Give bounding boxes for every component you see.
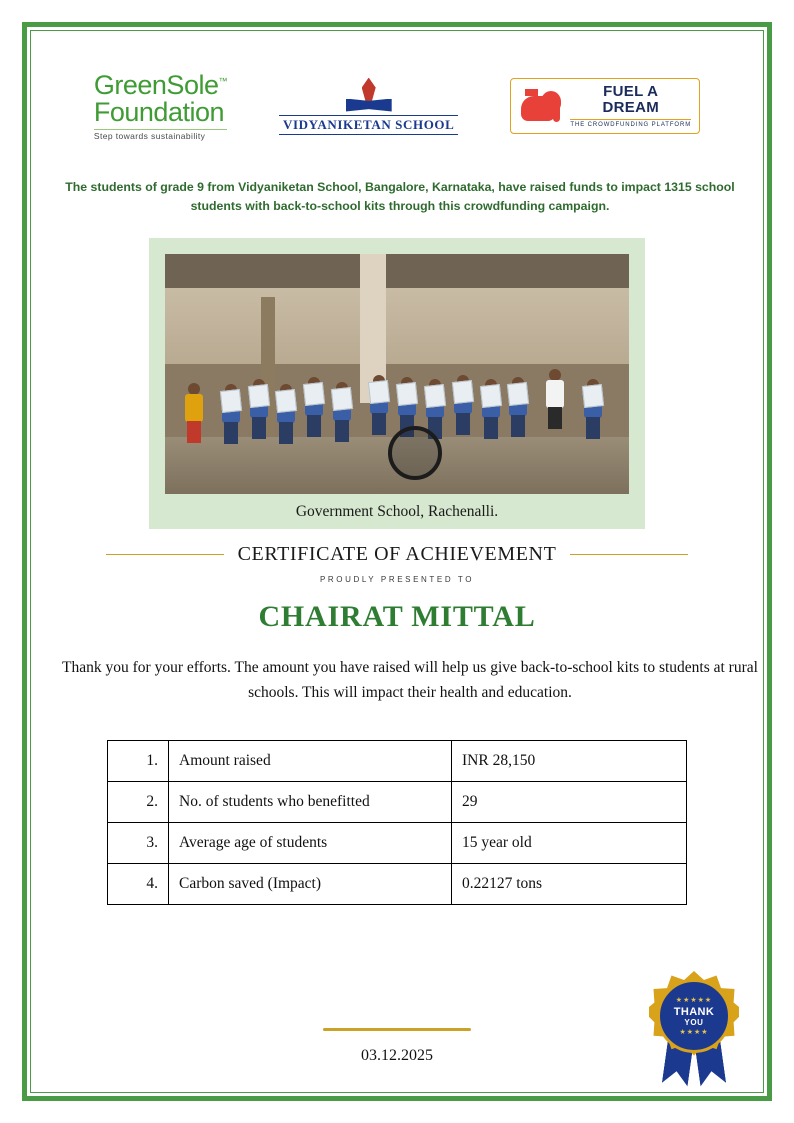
row-label: Carbon saved (Impact) bbox=[169, 863, 452, 904]
fuel-a-dream-logo-tagline: THE CROWDFUNDING PLATFORM bbox=[570, 119, 691, 128]
issue-date: 03.12.2025 bbox=[361, 1047, 433, 1064]
vidyaniketan-school-logo bbox=[279, 78, 458, 135]
greensole-logo-name-part1: GreenSole bbox=[93, 69, 219, 100]
greensole-logo-name bbox=[93, 69, 227, 100]
row-label: Amount raised bbox=[169, 740, 452, 781]
table-row bbox=[108, 781, 687, 822]
row-value: INR 28,150 bbox=[452, 740, 687, 781]
row-value: 29 bbox=[452, 781, 687, 822]
intro-paragraph: The students of grade 9 from Vidyaniketan School, Bangalore, Karnataka, have raised funds to impact 1315 school students with back-to-school kits through this crowdfunding campaign. bbox=[65, 180, 735, 214]
impact-table bbox=[107, 740, 687, 905]
recipient-name: CHAIRAT MITTAL bbox=[258, 600, 536, 634]
greensole-logo-tagline: Step towards sustainability bbox=[94, 129, 227, 141]
rule-right bbox=[570, 554, 688, 555]
row-number: 3. bbox=[108, 822, 169, 863]
seal-stars-top: ★★★★★ bbox=[675, 995, 713, 1004]
certificate-title: CERTIFICATE OF ACHIEVEMENT bbox=[237, 543, 557, 566]
school-emblem-icon bbox=[346, 78, 392, 112]
fuel-a-dream-logo bbox=[510, 78, 700, 134]
row-value: 0.22127 tons bbox=[452, 863, 687, 904]
rule-left bbox=[106, 554, 224, 555]
thanks-paragraph: Thank you for your efforts. The amount you have raised will help us give back-to-school kits to students at rural schools. This will impact their health and education. bbox=[62, 659, 758, 701]
seal-stars-bottom: ★★★★ bbox=[679, 1027, 709, 1036]
greensole-logo-name-part2: Foundation bbox=[93, 96, 224, 127]
row-number: 1. bbox=[108, 740, 169, 781]
table-row bbox=[108, 863, 687, 904]
certificate-content bbox=[22, 22, 772, 905]
table-row bbox=[108, 740, 687, 781]
elephant-icon bbox=[519, 89, 563, 123]
greensole-logo bbox=[93, 69, 227, 141]
fuel-a-dream-logo-line1: FUEL A bbox=[603, 83, 659, 101]
row-value: 15 year old bbox=[452, 822, 687, 863]
row-label: Average age of students bbox=[169, 822, 452, 863]
photo-panel bbox=[149, 238, 645, 529]
row-label: No. of students who benefitted bbox=[169, 781, 452, 822]
campaign-photo bbox=[165, 254, 629, 494]
presented-to-label: PROUDLY PRESENTED TO bbox=[319, 575, 475, 585]
row-number: 4. bbox=[108, 863, 169, 904]
table-row bbox=[108, 822, 687, 863]
certificate-title-row bbox=[60, 543, 734, 566]
photo-caption: Government School, Rachenalli. bbox=[295, 503, 499, 521]
seal-disc bbox=[657, 979, 731, 1053]
logo-row bbox=[60, 68, 734, 144]
thank-you-seal bbox=[646, 971, 742, 1089]
seal-thank-text: THANK bbox=[673, 1005, 715, 1018]
row-number: 2. bbox=[108, 781, 169, 822]
trademark-icon: ™ bbox=[218, 75, 227, 86]
fuel-a-dream-logo-line2: DREAM bbox=[602, 98, 659, 116]
seal-you-text: YOU bbox=[684, 1017, 704, 1027]
vidyaniketan-school-logo-name: VIDYANIKETAN SCHOOL bbox=[279, 115, 458, 135]
signature-line bbox=[323, 1028, 471, 1031]
